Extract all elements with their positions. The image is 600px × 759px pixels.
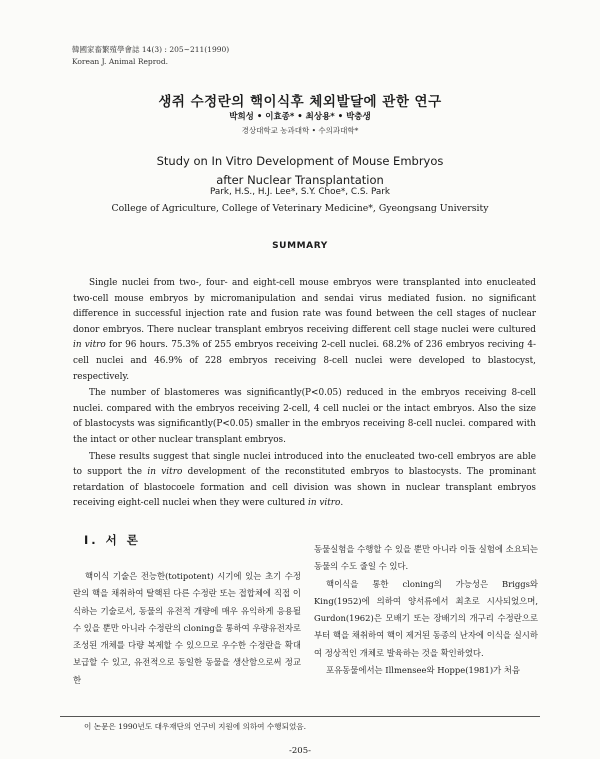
intro-paragraph-2: 핵이식을 통한 cloning의 가능성은 Briggs와 King(1952)에 의하여 양서류에서 최초로 시사되었으며, Gurdon(1962)은 모배기 또는 장배기의 개구리 수정란으로부터 핵을 채취하여 핵이 제거된 동종의 난자에 이식을 실시하여 정상적인 개체로 발육하는 것을 확인하였다. — [314, 578, 538, 658]
korean-authors: 박희성 • 이효종* • 최상용* • 박충생 — [229, 112, 371, 122]
summary-italic: in vitro — [73, 340, 106, 351]
summary-body — [73, 276, 536, 513]
intro-paragraph-continued: 동물실험을 수행할 수 있을 뿐만 아니라 이들 실험에 소요되는 동물의 수도 줄일 수 있다. — [314, 544, 538, 572]
intro-paragraph-1: 핵이식 기술은 전능한(totipotent) 시기에 있는 초기 수정란의 핵을 채취하여 탈핵된 다른 수정란 또는 접합체에 직접 이식하는 기술로서, 동물의 유전적 개량에 매우 유익하게 응용될 수 있을 뿐만 아니라 수정란의 cloning을 통하여 우량유전자로 조성된 개체를 다량 복제할 수 있으므로 우수한 수정란을 확대 보급할 수 있고, 유전적으로 동일한 동물을 생산함으로써 정교한 — [73, 571, 301, 685]
page-number: -205- — [289, 746, 311, 756]
korean-title: 생쥐 수정란의 핵이식후 체외발달에 관한 연구 — [158, 94, 442, 110]
summary-text: Single nuclei from two-, four- and eight-cell mouse embryos were transplanted into enucleated two-cell mouse embryos by micromanipulation and sendai virus mediated fusion. no significant difference in successful injection rate and fusion rate was found between the cell stages of nuclear donor embryos. There nuclear transplant embryos receiving different cell stage nuclei were cultured — [73, 278, 536, 335]
summary-paragraph-3 — [73, 450, 536, 512]
summary-paragraph-2: The number of blastomeres was significantly(P<0.05) reduced in the embryos receiving 8-cell nuclei. compared with the embryos receiving 2-cell, 4 cell nuclei or the intact embryos. Also the size of blastocysts was significantly(P<0.05) smaller in the embryos receiving 8-cell nuclei. compared with the intact or other nuclear transplant embryos. — [73, 388, 536, 445]
summary-italic: in vitro — [308, 498, 341, 509]
intro-paragraph-3: 포유동물에서는 Illmensee와 Hoppe(1981)가 처음 — [326, 665, 521, 676]
korean-affiliation: 경상대학교 농과대학 • 수의과대학* — [241, 126, 359, 135]
summary-text: for 96 hours. 75.3% of 255 embryos receiving 2-cell nuclei. 68.2% of 236 embryos reciving 4-cell nuclei and 46.9% of 228 embryos receiving 8-cell nuclei were developed to blastocyst, respectively. — [73, 340, 536, 382]
english-title-line2: after Nuclear Transplantation — [216, 173, 384, 187]
footnote: 이 논문은 1990년도 대우재단의 연구비 지원에 의하여 수행되었음. — [84, 722, 307, 731]
english-affiliation: College of Agriculture, College of Veterinary Medicine*, Gyeongsang University — [111, 203, 489, 214]
journal-citation-korean: 韓國家畜繁殖學會誌 14(3) : 205~211(1990) — [72, 45, 230, 54]
summary-paragraph-1 — [73, 276, 536, 385]
summary-text: development of the reconstituted embryos to blastocysts. The prominant retardation of blastocoele formation and cell division was shown in nuclear transplant embryos receiving eight-cell nuclei when they were cultured — [73, 467, 536, 509]
summary-text: . — [340, 498, 344, 509]
english-title-line1: Study on In Vitro Development of Mouse Embryos — [156, 154, 444, 168]
section-heading-introduction: I. 서 론 — [84, 533, 141, 547]
body-column-left — [73, 568, 301, 689]
body-column-right — [314, 541, 538, 679]
summary-heading: SUMMARY — [272, 241, 328, 251]
english-authors: Park, H.S., H.J. Lee*, S.Y. Choe*, C.S. Park — [209, 187, 391, 197]
english-title — [0, 152, 600, 190]
summary-text: These results suggest that single nuclei introduced into the enucleated two-cell embryos are able to support the — [73, 451, 536, 478]
footnote-divider — [60, 716, 540, 717]
summary-italic: in vitro — [147, 467, 183, 478]
journal-citation — [72, 44, 229, 68]
journal-citation-english: Korean J. Animal Reprod. — [72, 57, 169, 66]
